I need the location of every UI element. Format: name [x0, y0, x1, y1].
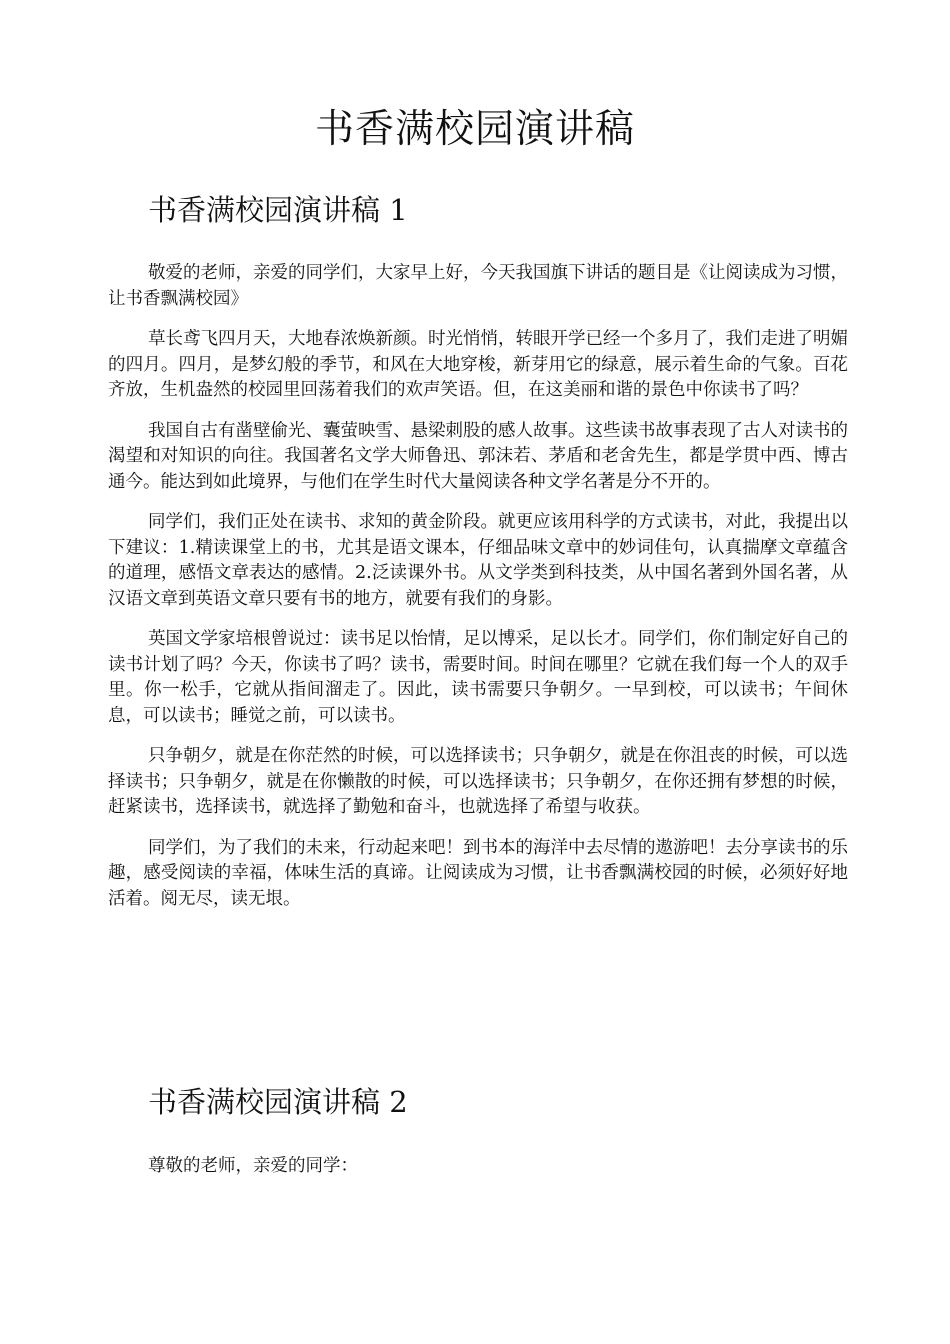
paragraph: 敬爱的老师，亲爱的同学们，大家早上好，今天我国旗下讲话的题目是《让阅读成为习惯，让书香飘满校园》: [108, 263, 848, 309]
document-title: 书香满校园演讲稿: [314, 107, 635, 152]
paragraph: 尊敬的老师，亲爱的同学：: [148, 1156, 358, 1176]
section-heading-1: 书香满校园演讲稿 1: [148, 193, 408, 227]
paragraph: 同学们，我们正处在读书、求知的黄金阶段。就更应该用科学的方式读书，对此，我提出以下建议：1.精读课堂上的书，尤其是语文课本，仔细品味文章中的妙词佳句，认真揣摩文章蕴含的道理，感悟文章表达的感情。2.泛读课外书。从文学类到科技类，从中国名著到外国名著，从汉语文章到英语文章只要有书的地方，就要有我们的身影。: [108, 512, 848, 609]
section-1-body: [108, 261, 848, 927]
section-2-body: [108, 1154, 848, 1195]
paragraph: 草长鸢飞四月天，大地春浓焕新颜。时光悄悄，转眼开学已经一个多月了，我们走进了明媚的四月。四月，是梦幻般的季节，和风在大地穿梭，新芽用它的绿意，展示着生命的气象。百花齐放，生机盎然的校园里回荡着我们的欢声笑语。但，在这美丽和谐的景色中你读书了吗？: [108, 329, 848, 400]
paragraph: 同学们，为了我们的未来，行动起来吧！到书本的海洋中去尽情的遨游吧！去分享读书的乐趣，感受阅读的幸福，体味生活的真谛。让阅读成为习惯，让书香飘满校园的时候，必须好好地活着。阅无尽，读无垠。: [108, 837, 848, 909]
paragraph: 英国文学家培根曾说过：读书足以怡情，足以博采，足以长才。同学们，你们制定好自己的读书计划了吗？今天，你读书了吗？读书，需要时间。时间在哪里？它就在我们每一个人的双手里。你一松手，它就从指间溜走了。因此，读书需要只争朝夕。一早到校，可以读书；午间休息，可以读书；睡觉之前，可以读书。: [108, 629, 848, 726]
section-heading-2: 书香满校园演讲稿 2: [148, 1085, 408, 1119]
paragraph: 我国自古有凿壁偷光、囊萤映雪、悬梁刺股的感人故事。这些读书故事表现了古人对读书的渴望和对知识的向往。我国著名文学大师鲁迅、郭沫若、茅盾和老舍先生，都是学贯中西、博古通今。能达到如此境界，与他们在学生时代大量阅读各种文学名著是分不开的。: [108, 420, 848, 492]
paragraph: 只争朝夕，就是在你茫然的时候，可以选择读书；只争朝夕，就是在你沮丧的时候，可以选择读书；只争朝夕，就是在你懒散的时候，可以选择读书；只争朝夕，在你还拥有梦想的时候，赶紧读书，选择读书，就选择了勤勉和奋斗，也就选择了希望与收获。: [108, 746, 848, 817]
